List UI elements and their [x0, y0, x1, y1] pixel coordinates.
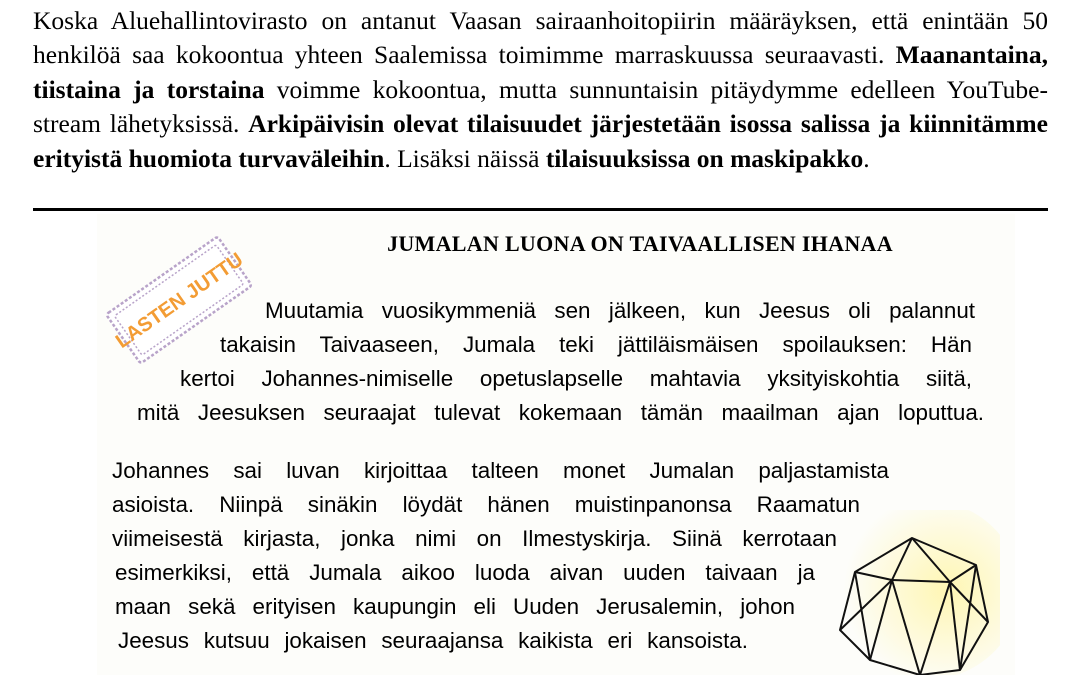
- paragraph-2-line: Johannes sai luvan kirjoittaa talteen monet Jumalan paljastamista: [112, 458, 889, 483]
- intro-bold-mask: tilaisuuksissa on maskipakko: [545, 143, 864, 173]
- article-title: JUMALAN LUONA ON TAIVAALLISEN IHANAA: [387, 231, 893, 256]
- article-paragraph-1: [0, 294, 1080, 430]
- paragraph-1-line: takaisin Taivaaseen, Jumala teki jättiläismäisen spoilauksen: Hän: [220, 332, 972, 357]
- stamp-label: LASTEN JUTTU: [111, 248, 248, 353]
- paragraph-1-line: mitä Jeesuksen seuraajat tulevat kokemaan tämän maailman ajan loputtua.: [137, 400, 984, 425]
- intro-paragraph: [33, 4, 1048, 176]
- paragraph-2-line: maan sekä erityisen kaupungin eli Uuden Jerusalemin, johon: [115, 594, 795, 619]
- paragraph-2-line: viimeisestä kirjasta, jonka nimi on Ilmestyskirja. Siinä kerrotaan: [112, 526, 837, 551]
- intro-bold-weekday-events: Arkipäivisin olevat tilaisuudet järjestetään isossa salissa ja kiinnitämme erityistä huomiota turvaväleihin: [33, 109, 1048, 173]
- diamond-glow: [830, 510, 1000, 675]
- intro-text-3: . Lisäksi näissä: [384, 143, 546, 173]
- paragraph-2-line: Jeesus kutsuu jokaisen seuraajansa kaikista eri kansoista.: [118, 628, 748, 653]
- intro-text-1: Koska Aluehallintovirasto on antanut Vaasan sairaanhoitopiirin määräyksen, että enintään 50 henkilöä saa kokoontua yhteen Saalemissa toimimme marraskuussa seuraavasti.: [33, 6, 1048, 70]
- intro-bold-days: Maanantaina, tiistaina ja torstaina: [33, 40, 1048, 104]
- section-divider: [33, 208, 1048, 211]
- paragraph-1-line: Muutamia vuosikymmeniä sen jälkeen, kun Jeesus oli palannut: [265, 298, 975, 323]
- intro-text-4: .: [863, 143, 870, 173]
- diamond-icon: [800, 510, 1000, 675]
- intro-text-2: voimme kokoontua, mutta sunnuntaisin pitäydymme edelleen YouTube-stream lähetyksissä.: [33, 74, 1048, 139]
- paragraph-1-line: kertoi Johannes-nimiselle opetuslapselle mahtavia yksityiskohtia siitä,: [180, 366, 972, 391]
- paragraph-2-line: esimerkiksi, että Jumala aikoo luoda aivan uuden taivaan ja: [115, 560, 815, 585]
- paragraph-2-line: asioista. Niinpä sinäkin löydät hänen muistinpanonsa Raamatun: [112, 492, 860, 517]
